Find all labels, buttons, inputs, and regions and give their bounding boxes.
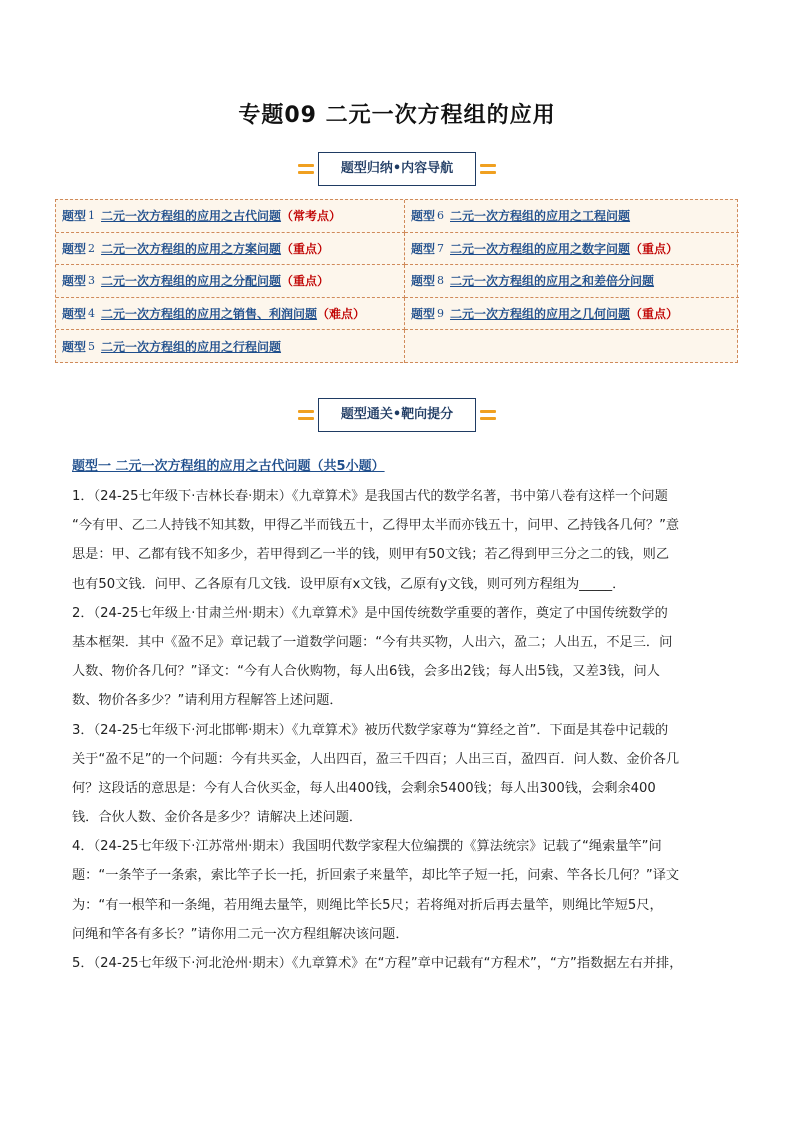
nav-item-number: 7 <box>437 241 445 255</box>
practice-banner-label: 题型通关•靶向提分 <box>318 398 476 432</box>
text-line: 3．（24-25七年级下·河北邯郸·期末）《九章算术》被历代数学家尊为“算经之首”．下面是其卷中记载的 <box>72 722 669 738</box>
text-line: 为：“有一根竿和一条绳，若用绳去量竿，则绳比竿长5尺；若将绳对折后再去量竿，则绳比竿短5尺， <box>72 897 663 913</box>
nav-item-number: 9 <box>437 307 445 321</box>
nav-item-prefix: 题型 <box>411 241 436 256</box>
text-line: 1．（24-25七年级下·吉林长春·期末）《九章算术》是我国古代的数学名著，书中第八卷有这样一个问题 <box>72 489 668 504</box>
nav-item-tag: （重点） <box>630 241 679 256</box>
banner-left-decoration-icon <box>298 408 314 422</box>
nav-item-link[interactable]: 二元一次方程组的应用之销售、利润问题 <box>101 307 318 322</box>
section-heading-link[interactable]: 题型一 二元一次方程组的应用之古代问题（共5小题） <box>72 459 385 474</box>
nav-item-prefix: 题型 <box>62 274 87 289</box>
nav-item-prefix: 题型 <box>411 307 436 322</box>
nav-item[interactable] <box>405 265 739 298</box>
text-line: 关于“盈不足”的一个问题：今有共买金，人出四百，盈三千四百；人出三百，盈四百．问人数、金价各几 <box>72 751 680 767</box>
nav-item[interactable] <box>56 330 405 363</box>
nav-item-prefix: 题型 <box>62 241 87 256</box>
nav-item-tag: （重点） <box>281 274 330 289</box>
nav-item[interactable] <box>56 265 405 298</box>
nav-item-number: 3 <box>88 274 96 288</box>
nav-item <box>405 330 739 363</box>
nav-item[interactable] <box>56 298 405 331</box>
banner-right-decoration-icon <box>480 408 496 422</box>
nav-banner-label: 题型归纳•内容导航 <box>318 152 476 186</box>
nav-item-number: 1 <box>88 209 96 223</box>
text-line: 5．（24-25七年级下·河北沧州·期末）《九章算术》在“方程”章中记载有“方程术”，“方”指数据左右并排， <box>72 956 683 971</box>
text-line: 思是：甲、乙都有钱不知多少，若甲得到乙一半的钱，则甲有50文钱；若乙得到甲三分之二的钱，则乙 <box>72 547 670 563</box>
nav-item-link[interactable]: 二元一次方程组的应用之几何问题 <box>450 307 631 322</box>
text-line: 基本框架．其中《盈不足》章记载了一道数学问题：“今有共买物，人出六，盈二；人出五，不足三．问 <box>72 634 673 650</box>
nav-item-link[interactable]: 二元一次方程组的应用之数字问题 <box>450 241 631 256</box>
nav-item-prefix: 题型 <box>62 340 87 355</box>
text-line: 问绳和竿各有多长？”请你用二元一次方程组解决该问题． <box>72 926 409 942</box>
nav-item-prefix: 题型 <box>62 209 87 224</box>
nav-item[interactable] <box>56 200 405 233</box>
nav-item-number: 8 <box>437 274 445 288</box>
text-line: 题：“一条竿子一条索，索比竿子长一托，折回索子来量竿，却比竿子短一托，问索、竿各长几何？”译文 <box>72 868 680 884</box>
text-line: 何？这段话的意思是：今有人合伙买金，每人出400钱，会剩余5400钱；每人出300钱，会剩余400 <box>72 780 656 796</box>
nav-item[interactable] <box>56 233 405 266</box>
practice-banner <box>0 398 794 432</box>
text-line: 4．（24-25七年级下·江苏常州·期末）我国明代数学家程大位编撰的《算法统宗》记载了“绳索量竿”问 <box>72 839 662 855</box>
text-line: 数、物价各多少？”请利用方程解答上述问题． <box>72 693 343 709</box>
nav-item[interactable] <box>405 200 739 233</box>
banner-right-decoration-icon <box>480 162 496 176</box>
nav-item-link[interactable]: 二元一次方程组的应用之方案问题 <box>101 241 282 256</box>
nav-item[interactable] <box>405 298 739 331</box>
content-navigation-table <box>55 199 738 363</box>
nav-item-link[interactable]: 二元一次方程组的应用之分配问题 <box>101 274 282 289</box>
nav-item-tag: （重点） <box>281 241 330 256</box>
text-line: 人数、物价各几何？”译文：“今有人合伙购物，每人出6钱，会多出2钱；每人出5钱，又差3钱，问人 <box>72 664 660 680</box>
nav-item-tag: （常考点） <box>281 209 342 224</box>
nav-item-prefix: 题型 <box>411 209 436 224</box>
nav-item-number: 5 <box>88 340 96 354</box>
nav-item-number: 4 <box>88 307 96 321</box>
text-line: 也有50文钱．问甲、乙各原有几文钱．设甲原有x文钱，乙原有y文钱，则可列方程组为_____． <box>72 576 626 592</box>
nav-item-prefix: 题型 <box>62 307 87 322</box>
nav-banner <box>0 152 794 186</box>
problem-text <box>72 482 722 978</box>
nav-item-link[interactable]: 二元一次方程组的应用之和差倍分问题 <box>450 274 655 289</box>
nav-item-link[interactable]: 二元一次方程组的应用之工程问题 <box>450 209 631 224</box>
nav-item-link[interactable]: 二元一次方程组的应用之古代问题 <box>101 209 282 224</box>
nav-item[interactable] <box>405 233 739 266</box>
nav-item-link[interactable]: 二元一次方程组的应用之行程问题 <box>101 340 282 355</box>
text-line: 2．（24-25七年级上·甘肃兰州·期末）《九章算术》是中国传统数学重要的著作，奠定了中国传统数学的 <box>72 605 668 621</box>
nav-item-number: 2 <box>88 241 96 255</box>
nav-item-number: 6 <box>437 209 445 223</box>
banner-left-decoration-icon <box>298 162 314 176</box>
text-line: 钱．合伙人数、金价各是多少？请解决上述问题． <box>72 810 363 826</box>
nav-item-prefix: 题型 <box>411 274 436 289</box>
page-title: 专题09 二元一次方程组的应用 <box>238 103 556 128</box>
problem-list <box>72 482 722 978</box>
text-line: “今有甲、乙二人持钱不知其数，甲得乙半而钱五十，乙得甲太半而亦钱五十，问甲、乙持钱各几何？”意 <box>72 518 680 534</box>
nav-item-tag: （难点） <box>317 307 366 322</box>
nav-item-tag: （重点） <box>630 307 679 322</box>
